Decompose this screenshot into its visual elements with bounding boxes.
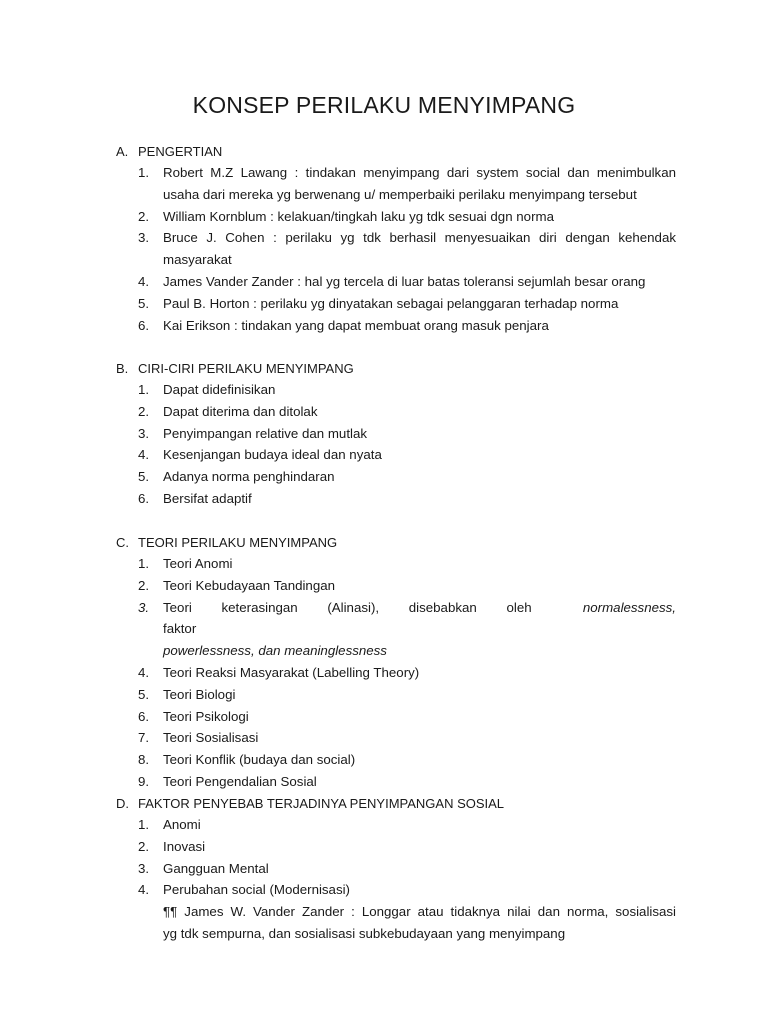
item-text-words (163, 597, 583, 641)
section-letter: D. (116, 796, 129, 811)
item-text: Teori Pengendalian Sosial (163, 773, 317, 789)
item-text-italic: powerlessness, dan meaninglessness (163, 643, 387, 659)
item-text: Dapat diterima dan ditolak (163, 403, 318, 419)
item-number: 6. (138, 708, 150, 724)
item-text: Inovasi (163, 838, 206, 854)
list-item (116, 488, 676, 510)
item-text: Teori Biologi (163, 686, 236, 702)
section-letter: C. (116, 535, 129, 550)
item-text: Dapat didefinisikan (163, 382, 276, 397)
item-number: 5. (138, 469, 150, 485)
item-number: 3. (138, 599, 150, 615)
item-text-line: usaha dari mereka yg berwenang u/ memperbaiki perilaku menyimpang tersebut (163, 186, 637, 202)
list-item (116, 553, 676, 575)
item-text: Paul B. Horton : perilaku yg dinyatakan sebagai pelanggaran terhadap norma (163, 295, 619, 311)
list-item (116, 879, 676, 901)
list-item (116, 379, 676, 401)
item-text-line: masyarakat (163, 252, 232, 268)
page-title: KONSEP PERILAKU MENYIMPANG (192, 92, 576, 118)
item-number: 5. (138, 295, 150, 311)
list-item (116, 662, 676, 684)
item-text: Teori Sosialisasi (163, 730, 259, 746)
list-item (116, 227, 676, 271)
item-text-italic: normalessness, (582, 599, 676, 615)
item-text: Kai Erikson : tindakan yang dapat membuat orang masuk penjara (163, 317, 549, 333)
list-item (116, 444, 676, 466)
item-number: 4. (138, 882, 150, 898)
list-item (116, 271, 676, 293)
item-number: 2. (138, 577, 150, 593)
section-ciri-ciri (116, 358, 676, 510)
item-number: 4. (138, 664, 150, 680)
section-heading (116, 141, 676, 162)
list-item (116, 597, 676, 662)
section-list (116, 162, 676, 336)
list-item (116, 858, 676, 880)
item-number: 3. (138, 860, 150, 876)
section-title: FAKTOR PENYEBAB TERJADINYA PENYIMPANGAN SOSIAL (138, 796, 505, 811)
item-number: 9. (138, 773, 150, 789)
item-number: 4. (138, 273, 150, 289)
list-item (116, 293, 676, 315)
item-text: Adanya norma penghindaran (163, 469, 335, 485)
item-number: 3. (138, 230, 150, 246)
item-number: 1. (138, 165, 150, 180)
list-item (116, 401, 676, 423)
item-text-line: Bruce J. Cohen : perilaku yg tdk berhasil menyesuaikan diri dengan kehendak (163, 230, 676, 246)
section-heading (116, 793, 676, 814)
list-item (116, 749, 676, 771)
note-line: ¶¶ James W. Vander Zander : Longgar atau tidaknya nilai dan norma, sosialisasi (163, 904, 676, 920)
list-item (116, 836, 676, 858)
item-text: Perubahan social (Modernisasi) (163, 882, 350, 898)
section-list (116, 379, 676, 510)
item-number: 8. (138, 752, 150, 768)
item-number: 6. (138, 490, 150, 506)
item-text: Teori Anomi (163, 556, 233, 571)
list-item (116, 727, 676, 749)
section-heading (116, 532, 676, 553)
list-item (116, 771, 676, 793)
section-pengertian (116, 141, 676, 336)
note-paragraph (116, 901, 676, 945)
item-text: Kesenjangan budaya ideal dan nyata (163, 447, 382, 463)
section-title: TEORI PERILAKU MENYIMPANG (138, 535, 338, 550)
section-list (116, 553, 676, 793)
list-item (116, 814, 676, 836)
item-text: Teori keterasingan (Alinasi), disebabkan oleh faktor (163, 599, 532, 637)
item-text-line (163, 597, 676, 641)
section-teori (116, 532, 676, 793)
list-item (116, 423, 676, 445)
item-text: Teori Psikologi (163, 708, 249, 724)
section-faktor-penyebab (116, 793, 676, 945)
item-number: 6. (138, 317, 150, 333)
item-number: 7. (138, 730, 150, 746)
list-item (116, 684, 676, 706)
item-number: 2. (138, 838, 150, 854)
list-item (116, 315, 676, 337)
item-number: 4. (138, 447, 150, 463)
section-letter: B. (116, 361, 129, 376)
list-item (116, 575, 676, 597)
item-number: 3. (138, 425, 150, 441)
item-text: Teori Konflik (budaya dan social) (163, 752, 356, 768)
item-text: Teori Reaksi Masyarakat (Labelling Theory) (163, 664, 420, 680)
item-number: 1. (138, 556, 150, 571)
item-number: 1. (138, 817, 150, 832)
list-item (116, 706, 676, 728)
list-item (116, 162, 676, 206)
item-text: Penyimpangan relative dan mutlak (163, 425, 368, 441)
section-title: CIRI-CIRI PERILAKU MENYIMPANG (138, 361, 354, 376)
note-line: yg tdk sempurna, dan sosialisasi subkebudayaan yang menyimpang (163, 925, 566, 941)
list-item (116, 206, 676, 228)
section-letter: A. (116, 144, 129, 159)
item-text: Bersifat adaptif (163, 490, 252, 506)
item-number: 1. (138, 382, 150, 397)
section-title: PENGERTIAN (138, 144, 223, 159)
item-text-line: Robert M.Z Lawang : tindakan menyimpang dari system social dan menimbulkan (163, 165, 676, 180)
item-text: Gangguan Mental (163, 860, 269, 876)
item-text: Anomi (163, 817, 201, 832)
list-item (116, 466, 676, 488)
item-number: 2. (138, 403, 150, 419)
item-number: 5. (138, 686, 150, 702)
section-heading (116, 358, 676, 379)
item-number: 2. (138, 208, 150, 224)
item-text: James Vander Zander : hal yg tercela di luar batas toleransi sejumlah besar orang (163, 273, 646, 289)
item-text: Teori Kebudayaan Tandingan (163, 577, 336, 593)
section-list (116, 814, 676, 901)
item-text: William Kornblum : kelakuan/tingkah laku yg tdk sesuai dgn norma (163, 208, 554, 224)
